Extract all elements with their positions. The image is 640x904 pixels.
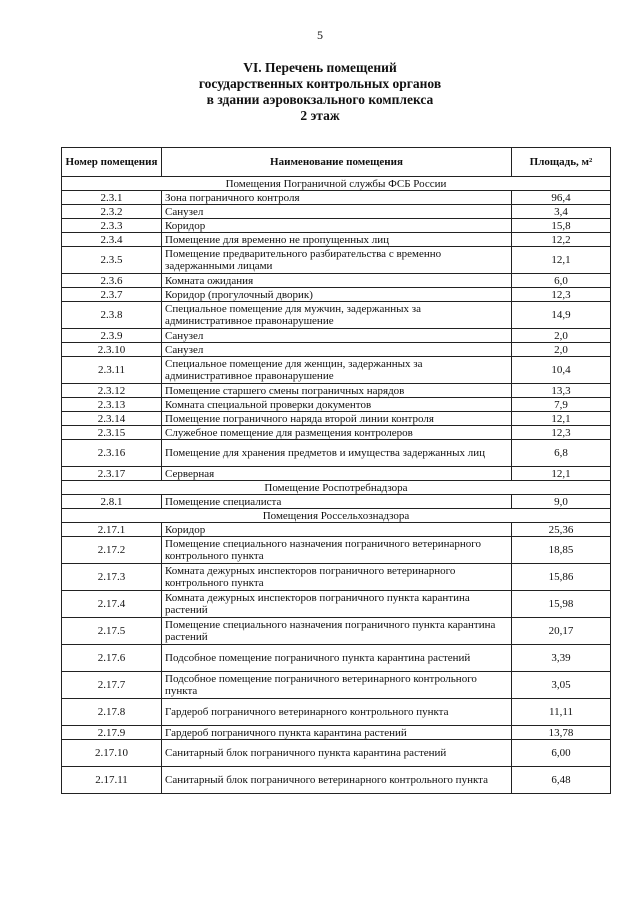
table-row xyxy=(62,191,611,205)
room-number: 2.3.3 xyxy=(62,219,162,233)
room-number: 2.17.1 xyxy=(62,523,162,537)
table-row xyxy=(62,288,611,302)
room-name: Комната ожидания xyxy=(162,274,512,288)
rooms-table-body xyxy=(62,177,611,794)
room-name: Коридор (прогулочный дворик) xyxy=(162,288,512,302)
room-area: 20,17 xyxy=(512,618,611,645)
table-row xyxy=(62,233,611,247)
table-row xyxy=(62,645,611,672)
table-row xyxy=(62,564,611,591)
section-title: Помещения Пограничной службы ФСБ России xyxy=(62,177,611,191)
table-header-row xyxy=(62,148,611,177)
room-name: Помещение для хранения предметов и имущества задержанных лиц xyxy=(162,440,512,467)
table-row xyxy=(62,537,611,564)
table-row xyxy=(62,398,611,412)
table-row xyxy=(62,495,611,509)
room-name: Комната дежурных инспекторов пограничного пункта карантина растений xyxy=(162,591,512,618)
room-name: Помещение специального назначения пограничного ветеринарного контрольного пункта xyxy=(162,537,512,564)
room-name: Коридор xyxy=(162,219,512,233)
room-area: 96,4 xyxy=(512,191,611,205)
room-number: 2.17.6 xyxy=(62,645,162,672)
title-line: 2 этаж xyxy=(300,108,340,123)
room-area: 3,39 xyxy=(512,645,611,672)
room-number: 2.3.5 xyxy=(62,247,162,274)
title-line: государственных контрольных органов xyxy=(198,76,442,91)
page-title xyxy=(0,60,640,124)
table-row xyxy=(62,205,611,219)
title-line: VI. Перечень помещений xyxy=(243,60,397,75)
room-number: 2.3.13 xyxy=(62,398,162,412)
room-area: 6,8 xyxy=(512,440,611,467)
room-number: 2.3.15 xyxy=(62,426,162,440)
table-row xyxy=(62,219,611,233)
room-area: 12,3 xyxy=(512,426,611,440)
room-number: 2.3.7 xyxy=(62,288,162,302)
room-area: 3,05 xyxy=(512,672,611,699)
room-number: 2.3.16 xyxy=(62,440,162,467)
section-title: Помещение Роспотребнадзора xyxy=(62,481,611,495)
room-name: Серверная xyxy=(162,467,512,481)
room-name: Помещение старшего смены пограничных нарядов xyxy=(162,384,512,398)
room-name: Гардероб пограничного ветеринарного контрольного пункта xyxy=(162,699,512,726)
section-title: Помещения Россельхознадзора xyxy=(62,509,611,523)
table-row xyxy=(62,467,611,481)
room-area: 14,9 xyxy=(512,302,611,329)
room-name: Коридор xyxy=(162,523,512,537)
section-row xyxy=(62,177,611,191)
room-area: 10,4 xyxy=(512,357,611,384)
room-name: Санитарный блок пограничного ветеринарного контрольного пункта xyxy=(162,767,512,794)
room-number: 2.3.1 xyxy=(62,191,162,205)
table-row xyxy=(62,384,611,398)
room-name: Санитарный блок пограничного пункта карантина растений xyxy=(162,740,512,767)
room-area: 6,00 xyxy=(512,740,611,767)
table-row xyxy=(62,329,611,343)
header-name: Наименование помещения xyxy=(162,148,512,177)
room-area: 7,9 xyxy=(512,398,611,412)
section-row xyxy=(62,509,611,523)
table-row xyxy=(62,726,611,740)
room-number: 2.8.1 xyxy=(62,495,162,509)
room-number: 2.17.11 xyxy=(62,767,162,794)
table-row xyxy=(62,247,611,274)
room-area: 11,11 xyxy=(512,699,611,726)
room-area: 25,36 xyxy=(512,523,611,537)
section-row xyxy=(62,481,611,495)
room-number: 2.3.10 xyxy=(62,343,162,357)
room-number: 2.3.6 xyxy=(62,274,162,288)
room-name: Помещение специального назначения пограничного пункта карантина растений xyxy=(162,618,512,645)
room-area: 12,2 xyxy=(512,233,611,247)
table-row xyxy=(62,672,611,699)
room-number: 2.17.3 xyxy=(62,564,162,591)
table-row xyxy=(62,274,611,288)
room-number: 2.3.9 xyxy=(62,329,162,343)
room-name: Специальное помещение для мужчин, задержанных за административное правонарушение xyxy=(162,302,512,329)
room-name: Помещение специалиста xyxy=(162,495,512,509)
room-name: Санузел xyxy=(162,329,512,343)
room-name: Санузел xyxy=(162,343,512,357)
room-area: 18,85 xyxy=(512,537,611,564)
room-name: Зона пограничного контроля xyxy=(162,191,512,205)
table-row xyxy=(62,699,611,726)
room-number: 2.17.9 xyxy=(62,726,162,740)
room-number: 2.3.17 xyxy=(62,467,162,481)
room-name: Санузел xyxy=(162,205,512,219)
room-number: 2.3.2 xyxy=(62,205,162,219)
table-row xyxy=(62,412,611,426)
table-row xyxy=(62,302,611,329)
room-area: 12,1 xyxy=(512,247,611,274)
room-area: 2,0 xyxy=(512,343,611,357)
room-number: 2.17.10 xyxy=(62,740,162,767)
room-number: 2.17.7 xyxy=(62,672,162,699)
table-row xyxy=(62,343,611,357)
room-area: 12,3 xyxy=(512,288,611,302)
header-number: Номер помещения xyxy=(62,148,162,177)
room-name: Подсобное помещение пограничного пункта карантина растений xyxy=(162,645,512,672)
table-row xyxy=(62,426,611,440)
header-area: Площадь, м² xyxy=(512,148,611,177)
room-area: 3,4 xyxy=(512,205,611,219)
table-row xyxy=(62,767,611,794)
room-name: Гардероб пограничного пункта карантина растений xyxy=(162,726,512,740)
table-row xyxy=(62,618,611,645)
table-row xyxy=(62,740,611,767)
room-area: 12,1 xyxy=(512,467,611,481)
room-area: 12,1 xyxy=(512,412,611,426)
room-area: 15,8 xyxy=(512,219,611,233)
room-name: Помещение предварительного разбирательства с временно задержанными лицами xyxy=(162,247,512,274)
room-number: 2.17.4 xyxy=(62,591,162,618)
table-row xyxy=(62,523,611,537)
room-name: Помещение для временно не пропущенных лиц xyxy=(162,233,512,247)
table-row xyxy=(62,357,611,384)
page-number: 5 xyxy=(317,28,323,42)
room-area: 15,86 xyxy=(512,564,611,591)
title-line: в здании аэровокзального комплекса xyxy=(206,92,434,107)
room-number: 2.3.14 xyxy=(62,412,162,426)
room-area: 15,98 xyxy=(512,591,611,618)
room-area: 6,0 xyxy=(512,274,611,288)
room-name: Специальное помещение для женщин, задержанных за административное правонарушение xyxy=(162,357,512,384)
room-number: 2.3.12 xyxy=(62,384,162,398)
room-area: 13,3 xyxy=(512,384,611,398)
table-row xyxy=(62,591,611,618)
room-number: 2.17.2 xyxy=(62,537,162,564)
room-area: 9,0 xyxy=(512,495,611,509)
room-number: 2.17.8 xyxy=(62,699,162,726)
table-row xyxy=(62,440,611,467)
room-name: Комната специальной проверки документов xyxy=(162,398,512,412)
room-number: 2.3.8 xyxy=(62,302,162,329)
room-name: Подсобное помещение пограничного ветеринарного контрольного пункта xyxy=(162,672,512,699)
room-name: Помещение пограничного наряда второй линии контроля xyxy=(162,412,512,426)
room-area: 13,78 xyxy=(512,726,611,740)
room-area: 2,0 xyxy=(512,329,611,343)
room-number: 2.17.5 xyxy=(62,618,162,645)
room-area: 6,48 xyxy=(512,767,611,794)
room-number: 2.3.11 xyxy=(62,357,162,384)
rooms-table xyxy=(61,147,611,794)
room-name: Служебное помещение для размещения контролеров xyxy=(162,426,512,440)
room-number: 2.3.4 xyxy=(62,233,162,247)
room-name: Комната дежурных инспекторов пограничного ветеринарного контрольного пункта xyxy=(162,564,512,591)
